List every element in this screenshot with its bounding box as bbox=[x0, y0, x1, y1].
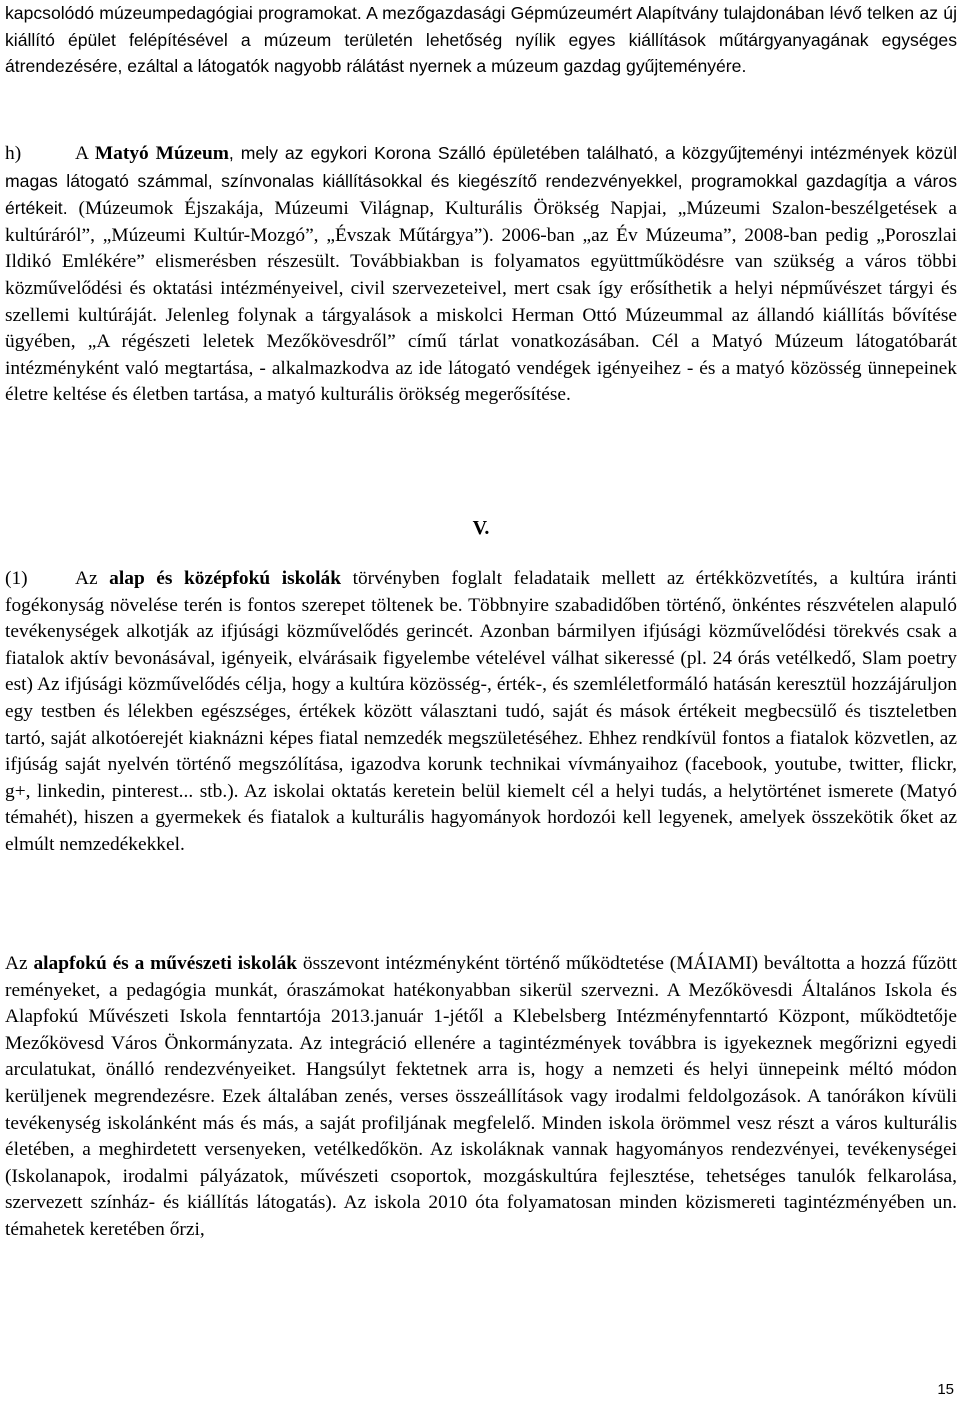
list-marker-1: (1) bbox=[5, 568, 28, 589]
paragraph-1-text: törvényben foglalt feladataik mellett az értékközvetítés, a kultúra iránti fogékonyság növelése terén is fontos szerepet töltenek be. Többnyire szabadidőben történő, önkéntes részvételen alapuló tevékenységek alkotják az ifjúsági közművelődés gerincét. Azonban bármilyen ifjúsági közművelődési törekvés csak a fiatalok aktív bevonásával, igényeik, elvárásaik figyelembe vételével válhat sikeressé (pl. 24 órás vetélkedő, Slam poetry est) Az ifjúsági közművelődés célja, hogy a kultúra közösség-, érték-, és szemléletformáló hatásán keresztül hozzájáruljon egy testben és lélekben egészséges, értékek között választani tudó, saját és mások értékeit megbecsülő és tiszteletben tartó, saját alkotóerejét kiaknázni képes fiatal nemzedék megszületéséhez. Ehhez rendkívül fontos a fiatalok közvetlen, az ifjúság saját nyelvén történő megszólítása, igazodva korunk technikai vívmányaihoz (facebook, youtube, twitter, flickr, g+, linkedin, pinterest... stb.). Az iskolai oktatás keretein belül kiemelt cél a helyi tudás, a helytörténet ismerete (Matyó témahét), hiszen a gyermekek és fiatalok a kulturális hagyományok hordozói kell legyenek, amelyek összekötik őket az elmúlt nemzedékekkel. bbox=[5, 568, 957, 855]
art-schools-bold: alapfokú és a művészeti iskolák bbox=[33, 953, 298, 974]
paragraph-2-art-schools bbox=[5, 951, 957, 1244]
paragraph-intro: kapcsolódó múzeumpedagógiai programokat. A mezőgazdasági Gépmúzeumért Alapítvány tulajdonában lévő telken az új kiállító épület felépítésével a múzeum területén lehetőség nyílik egyes kiállítások műtárgyanyagának egységes átrendezésére, ezáltal a látogatók nagyobb rálátást nyernek a múzeum gazdag gyűjteményére. bbox=[5, 3, 957, 77]
paragraph-h-matyo-muzeum bbox=[5, 140, 957, 409]
paragraph-2-lead: Az bbox=[5, 953, 34, 974]
section-heading bbox=[0, 517, 960, 540]
paragraph-h-text2: (Múzeumok Éjszakája, Múzeumi Világnap, Kulturális Örökség Napjai, „Múzeumi Szalon-beszélgetések a kultúráról”, „Múzeumi Kultúr-Mozgó”, „Évszak Műtárgya”). 2006-ban „az Év Múzeuma”, 2008-ban pedig „Poroszlai Ildikó Emlékére” elismerésben részesült. Továbbiakban is folyamatos együttműködésre van szükség a város többi közművelődési és oktatási intézményeivel, civil szervezeteivel, mert csak így erősíthetik a helyi népművészet tárgyi és szellemi kultúráját. Jelenleg folynak a tárgyalások a miskolci Herman Ottó Múzeummal az állandó kiállítás bővítése ügyében, „A régészeti leletek Mezőkövesdről” című tárlat vonatkozásában. Cél a Matyó Múzeum látogatóbarát intézményként való megtartása, - alkalmazkodva az ide látogató vendégek igényeihez - és a matyó közösség ünnepeinek életre keltése és életben tartása, a matyó kulturális örökség megerősítése. bbox=[5, 198, 957, 406]
paragraph-2-text: összevont intézményként történő működtetése (MÁIAMI) beváltotta a hozzá fűzött reményeket, a pedagógia munkát, óraszámokat hatékonyabban sikerül szervezni. A Mezőkövesdi Általános Iskola és Alapfokú Művészeti Iskola fenntartója 2013.január 1-jétől a Klebelsberg Intézményfenntartó Központ, működtetője Mezőkövesd Város Önkormányzata. Az integráció ellenére a tagintézmények továbbra is igyekeznek megőrizni egyedi arculatukat, önálló rendezvényeiket. Hangsúlyt fektetnek arra is, hogy a nemzeti és helyi ünnepeink méltó módon kerüljenek megrendezésre. Ezek általában zenés, verses összeállítások vagy irodalmi feldolgozások. A tanórákon kívüli tevékenység iskolánként más és más, a saját profiljának megfelelő. Minden iskola örömmel vesz részt a város kulturális életében, a meghirdetett versenyeken, vetélkedőkön. Az iskoláknak vannak hagyományos rendezvényei, tevékenységei (Iskolanapok, irodalmi pályázatok, művészeti csoportok, mozgáskultúra fejlesztése, tehetséges tanulók felkarolása, szervezett színház- és kiállítás látogatás). Az iskola 2010 óta folyamatosan minden közismereti tagintézményében un. témahetek keretében őrzi, bbox=[5, 953, 957, 1240]
paragraph-1-schools bbox=[5, 566, 957, 859]
museum-name-bold: Matyó Múzeum bbox=[94, 143, 229, 164]
schools-bold: alap és középfokú iskolák bbox=[109, 568, 342, 589]
page-number: 15 bbox=[937, 1381, 954, 1398]
paragraph-h-lead: A bbox=[75, 143, 95, 164]
section-heading-label: V. bbox=[472, 517, 490, 539]
paragraph-h-text: , mely az egykori Korona Szálló épületében található, a közgyűjteményi intézmények közül magas látogató számmal, színvonalas kiállításokkal és kiegészítő rendezvényekkel, programokkal gazdagítja a város értékeit. bbox=[5, 143, 958, 219]
paragraph-1-lead: Az bbox=[75, 568, 110, 589]
list-marker-h: h) bbox=[5, 143, 22, 164]
